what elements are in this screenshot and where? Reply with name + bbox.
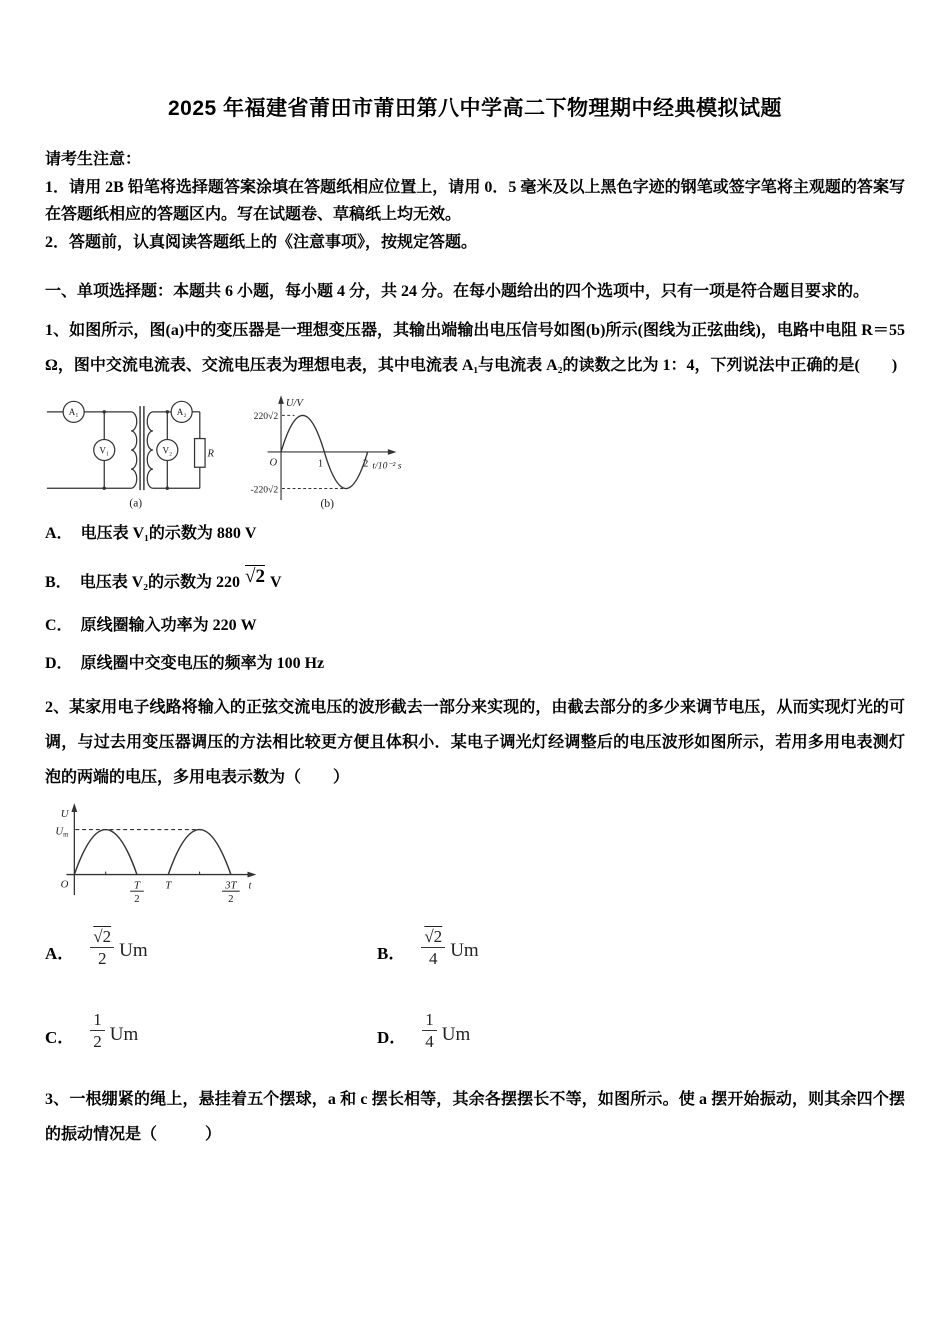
graph-tick-2: 2 [363, 458, 369, 470]
graph-tick-1: 1 [317, 458, 324, 470]
waveform-x-axis-label: t [248, 879, 252, 892]
option-a-label: A． [45, 524, 73, 542]
option-b-label: B． [45, 574, 72, 592]
option-a-text: 电压表 V₁的示数为 880 V [80, 524, 257, 542]
option-a-denominator: 2 [97, 949, 107, 969]
resistor-label: R [207, 448, 214, 460]
voltmeter-2-label: V₂ [162, 445, 173, 456]
question-3-text: 3、一根绷紧的绳上，悬挂着五个摆球，a 和 c 摆长相等，其余各摆摆长不等，如图所示。使 a 摆开始振动，则其余四个摆的振动情况是（ ） [45, 1090, 905, 1143]
graph-ymax-label: 220√2 [253, 410, 279, 422]
waveform-x1-num: T [133, 879, 140, 892]
waveform-x1-den: 2 [134, 893, 140, 906]
option-b [45, 562, 905, 596]
option-c-fraction [90, 1010, 105, 1051]
waveform-peak-sub: m [63, 831, 69, 839]
option-a-label: A． [45, 944, 75, 964]
option-c-unit: Um [109, 1023, 139, 1045]
waveform-x3-den: 2 [228, 893, 234, 906]
question-2 [45, 690, 905, 1052]
option-c-denominator: 2 [93, 1032, 102, 1052]
option-b-unit: Um [450, 940, 479, 962]
question-1 [45, 313, 905, 677]
question-2-figure [45, 801, 905, 909]
option-d-denominator: 4 [425, 1032, 434, 1052]
option-b-fraction [421, 927, 445, 968]
question-1-text: 1、如图所示，图(a)中的变压器是一理想变压器，其输出端输出电压信号如图(b)所示(图线为正弦曲线)，电路中电阻 R＝55 Ω，图中交流电流表、交流电压表为理想电表，其中电流表 A₁与电流表 A₂的读数之比为 1：4，下列说法中正确的是( ) [45, 322, 905, 375]
waveform-x3-num: 3T [225, 879, 237, 892]
notice-item-2: 2．答题前，认真阅读答题纸上的《注意事项》，按规定答题。 [45, 233, 478, 251]
section-1-heading: 一、单项选择题：本题共 6 小题，每小题 4 分，共 24 分。在每小题给出的四个选项中，只有一项是符合题目要求的。 [45, 283, 870, 301]
waveform-peak-base: U [55, 825, 64, 838]
option-c-text: 原线圈输入功率为 220 W [80, 617, 257, 635]
option-c [45, 1010, 377, 1051]
option-d-numerator: 1 [425, 1010, 434, 1030]
notice-block [45, 146, 905, 256]
option-d-text: 原线圈中交变电压的频率为 100 Hz [80, 655, 325, 673]
option-b [377, 927, 905, 968]
option-d-unit: Um [441, 1023, 471, 1045]
voltage-sine-graph [231, 390, 409, 512]
waveform-y-axis-label: U [60, 808, 69, 821]
dimmer-waveform-graph [45, 801, 270, 909]
option-a-fraction [90, 927, 114, 968]
graph-origin-label: O [269, 457, 278, 469]
question-2-text: 2、某家用电子线路将输入的正弦交流电压的波形截去一部分来实现的，由截去部分的多少来调节电压，从而实现灯光的可调，与过去用变压器调压的方法相比较更方便且体积小．某电子调光灯经调整后的电压波形如图所示，若用多用电表测灯泡的两端的电压，多用电表示数为（ ） [45, 698, 905, 787]
page-title: 2025 年福建省莆田市莆田第八中学高二下物理期中经典模拟试题 [167, 97, 783, 120]
option-d-label: D． [377, 1027, 407, 1047]
option-d [377, 1010, 905, 1051]
graph-ymin-label: -220√2 [250, 483, 279, 495]
option-b-sqrt: √2 [245, 566, 265, 588]
option-a-unit: Um [119, 940, 148, 962]
option-d-label: D． [45, 655, 73, 673]
graph-caption: (b) [320, 497, 334, 510]
waveform-peak-label [55, 826, 69, 839]
option-c-numerator: 1 [93, 1010, 102, 1030]
transformer-circuit-diagram [45, 390, 217, 512]
option-c-label: C． [45, 1027, 75, 1047]
graph-y-axis-label: U/V [285, 397, 303, 409]
circuit-caption: (a) [129, 497, 143, 510]
option-c [45, 614, 905, 639]
question-2-options [45, 927, 905, 1051]
waveform-x2-label: T [165, 879, 172, 892]
option-b-denominator: 4 [429, 949, 438, 969]
option-b-text-pre: 电压表 V₂的示数为 220 [79, 574, 245, 592]
question-3 [45, 1082, 905, 1152]
option-d [45, 652, 905, 677]
option-a-numerator-sqrt: √2 [93, 927, 112, 947]
option-b-label: B． [377, 944, 406, 964]
option-b-numerator-sqrt: √2 [424, 927, 443, 947]
option-a [45, 522, 905, 547]
option-d-fraction [422, 1010, 437, 1051]
question-1-options [45, 522, 905, 677]
option-c-label: C． [45, 617, 73, 635]
voltmeter-1-label: V₁ [99, 445, 110, 456]
option-b-text-post: V [265, 574, 282, 592]
notice-item-1: 1．请用 2B 铅笔将选择题答案涂填在答题纸相应位置上，请用 0．5 毫米及以上黑色字迹的钢笔或签字笔将主观题的答案写在答题纸相应的答题区内。写在试题卷、草稿纸上均无效。 [45, 178, 905, 224]
ammeter-2-label: A₂ [176, 406, 187, 417]
notice-heading: 请考生注意： [45, 151, 142, 168]
graph-x-axis-label: t/10⁻² s [372, 459, 402, 471]
option-a [45, 927, 377, 968]
question-1-figure [45, 390, 905, 512]
waveform-origin-label: O [60, 878, 69, 891]
ammeter-1-label: A₁ [68, 406, 79, 417]
